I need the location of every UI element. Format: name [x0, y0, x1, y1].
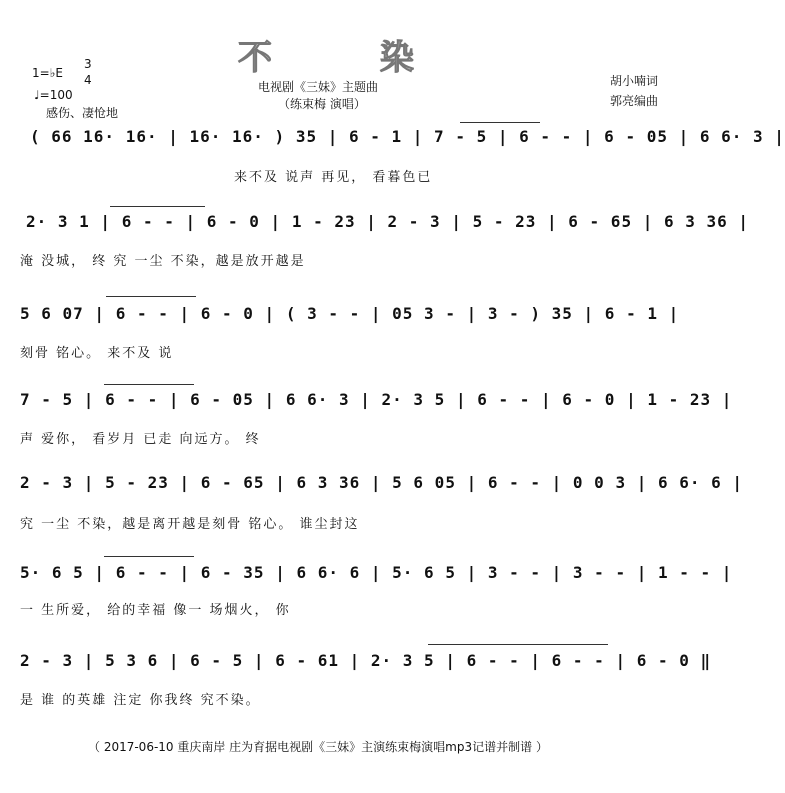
expression-marking: 感伤、凄怆地 — [46, 106, 119, 120]
tempo-marking: ♩=100 — [34, 88, 73, 102]
lyric-line-7: 是 谁 的英雄 注定 你我终 究不染。 — [20, 693, 261, 708]
singer-credit: （练束梅 演唱） — [278, 97, 366, 111]
song-title: 不 染 — [238, 38, 462, 78]
lyric-line-2: 淹 没城， 终 究 一尘 不染，越是放开越是 — [20, 254, 306, 269]
lyric-line-4: 声 爱你， 看岁月 已走 向远方。 终 — [20, 432, 261, 447]
transcription-note: （ 2017-06-10 重庆南岸 庄为育据电视剧《三妹》主演练束梅演唱mp3记谱并制谱 ） — [88, 740, 548, 754]
notation-line-4: 7 - 5 | 6 - - | 6 - 05 | 6 6· 3 | 2· 3 5 | 6 - - | 6 - 0 | 1 - 23 | — [20, 390, 733, 409]
lyricist-credit: 胡小喃词 — [610, 74, 659, 88]
key-signature: 1=♭E — [32, 66, 63, 80]
lyric-line-6: 一 生所爱， 给的幸福 像一 场烟火， 你 — [20, 603, 291, 618]
notation-line-6: 5· 6 5 | 6 - - | 6 - 35 | 6 6· 6 | 5· 6 5 | 3 - - | 3 - - | 1 - - | — [20, 563, 733, 582]
notation-line-1: ( 66 16· 16· | 16· 16· ) 35 | 6 - 1 | 7 - 5 | 6 - - | 6 - 05 | 6 6· 3 | — [30, 127, 785, 146]
lyric-line-3: 刻骨 铭心。 来不及 说 — [20, 346, 174, 361]
subtitle: 电视剧《三妹》主题曲 — [258, 80, 379, 94]
notation-line-2: 2· 3 1 | 6 - - | 6 - 0 | 1 - 23 | 2 - 3 | 5 - 23 | 6 - 65 | 6 3 36 | — [26, 212, 750, 231]
lyric-line-5: 究 一尘 不染，越是离开越是刻骨 铭心。 谁尘封这 — [20, 517, 360, 532]
time-signature-top: 3 — [84, 57, 92, 71]
arranger-credit: 郭亮编曲 — [610, 94, 659, 108]
notation-line-5: 2 - 3 | 5 - 23 | 6 - 65 | 6 3 36 | 5 6 05 | 6 - - | 0 0 3 | 6 6· 6 | — [20, 473, 744, 492]
notation-line-7: 2 - 3 | 5 3 6 | 6 - 5 | 6 - 61 | 2· 3 5 | 6 - - | 6 - - | 6 - 0 ‖ — [20, 651, 712, 670]
notation-line-3: 5 6 07 | 6 - - | 6 - 0 | ( 3 - - | 05 3 - | 3 - ) 35 | 6 - 1 | — [20, 304, 680, 323]
time-signature-bottom: 4 — [84, 73, 92, 87]
lyric-line-1: 来不及 说声 再见， 看暮色已 — [234, 170, 433, 185]
